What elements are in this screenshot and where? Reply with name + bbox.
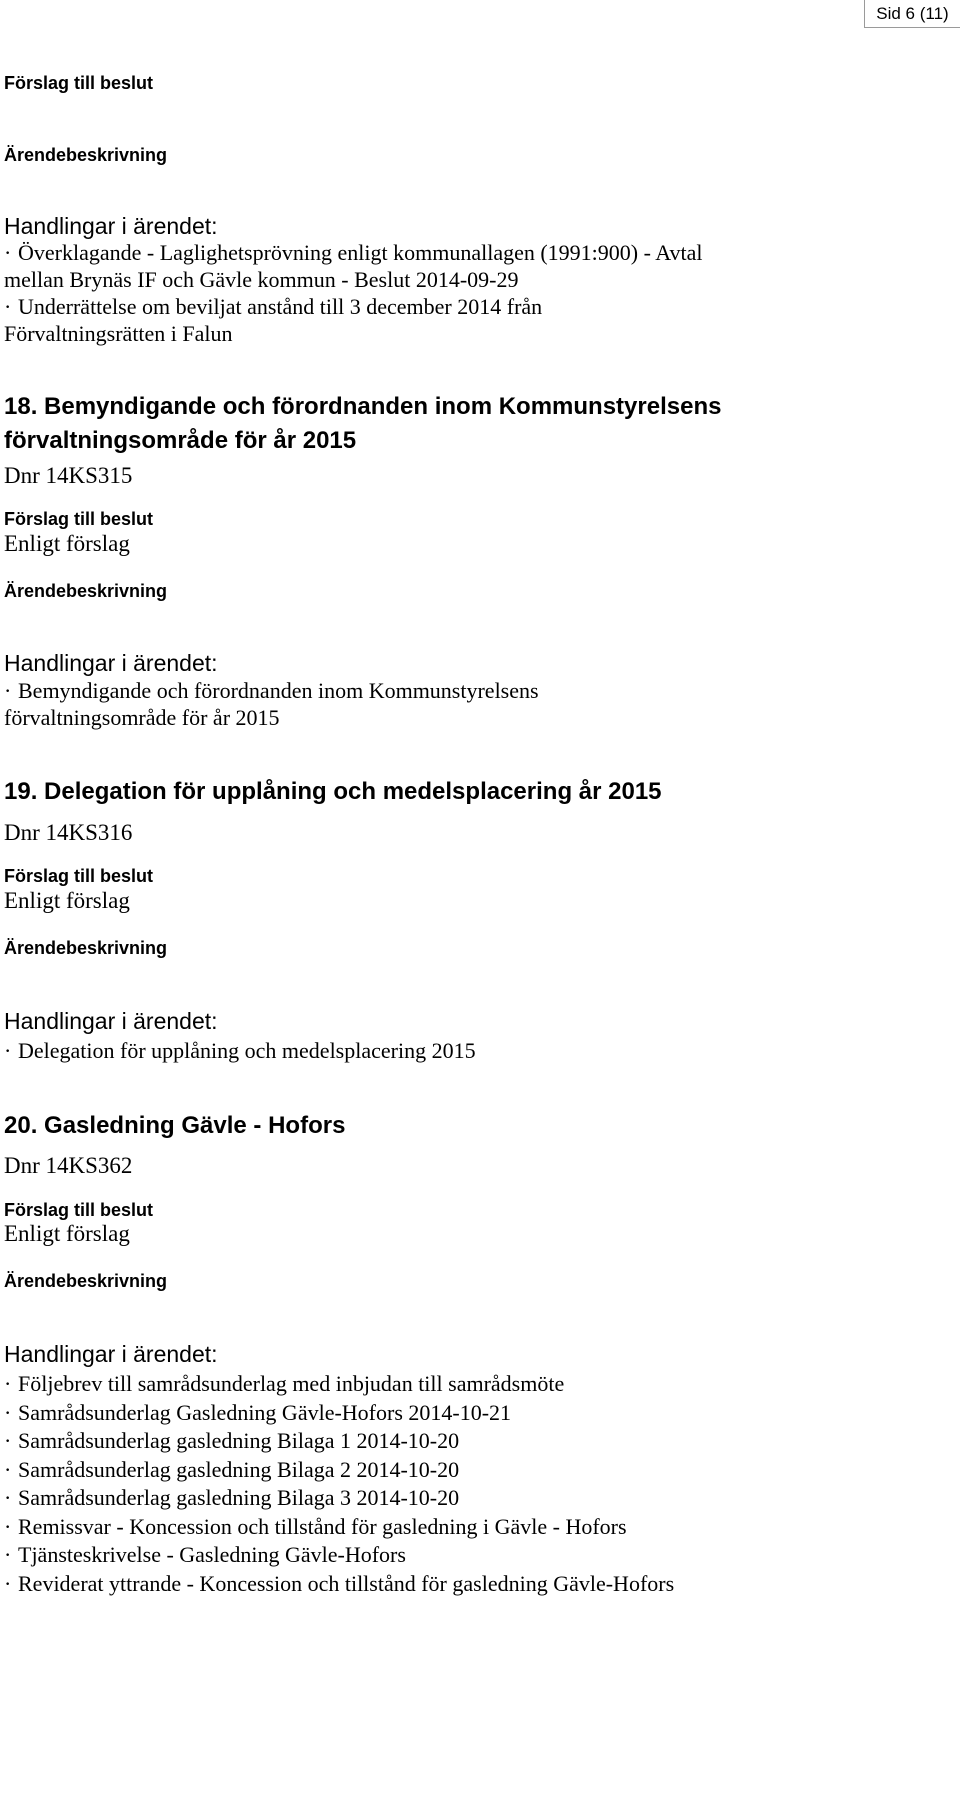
list-item [4,1484,949,1513]
document-text: Remissvar - Koncession och tillstånd för gasledning i Gävle - Hofors [18,1513,627,1539]
document-text-line2: förvaltningsområde för år 2015 [4,705,280,730]
item-20-documents-label: Handlingar i ärendet: [4,1341,218,1367]
document-text: Samrådsunderlag gasledning Bilaga 1 2014-10-20 [18,1428,460,1453]
bullet: · [4,294,12,319]
bullet: · [4,1542,12,1567]
item-20-documents-list [4,1370,949,1598]
item-20-description-label: Ärendebeskrivning [4,1271,168,1291]
list-item [4,677,949,731]
item-18-description-label: Ärendebeskrivning [4,581,168,601]
document-text: Samrådsunderlag gasledning Bilaga 2 2014-10-20 [18,1456,460,1482]
item-18-dnr: Dnr 14KS315 [4,463,133,488]
list-item [4,1037,949,1064]
list-item [4,1399,949,1428]
document-text: Samrådsunderlag Gasledning Gävle-Hofors 2014-10-21 [18,1399,512,1425]
bullet: · [4,1428,12,1453]
list-item [4,293,949,347]
bullet: · [4,240,12,265]
document-text: Samrådsunderlag gasledning Bilaga 3 2014-10-20 [18,1485,460,1510]
item-title-line1: 18. Bemyndigande och förordnanden inom Kommunstyrelsens [4,393,722,420]
bullet: · [4,1485,12,1510]
item-18-proposal-label: Förslag till beslut [4,509,154,529]
item-18-proposal: Enligt förslag [4,531,130,556]
document-text-line2: mellan Brynäs IF och Gävle kommun - Beslut 2014-09-29 [4,267,519,292]
document-text-line1: Överklagande - Laglighetsprövning enligt kommunallagen (1991:900) - Avtal [18,240,703,265]
item-19-title: 19. Delegation för upplåning och medelsplacering år 2015 [4,778,662,805]
item-20-proposal-label: Förslag till beslut [4,1200,154,1220]
list-item [4,1570,949,1599]
item-19-documents-list [4,1037,949,1064]
description-label: Ärendebeskrivning [4,145,168,165]
item-19-proposal: Enligt förslag [4,888,130,913]
document-text-line1: Underrättelse om beviljat anstånd till 3 december 2014 från [18,294,543,319]
item-19-description-label: Ärendebeskrivning [4,938,168,958]
document-text: Tjänsteskrivelse - Gasledning Gävle-Hofors [18,1542,406,1567]
list-item [4,1541,949,1570]
item-18-documents-label: Handlingar i ärendet: [4,650,218,676]
page-number: Sid 6 (11) [864,0,960,28]
documents-label: Handlingar i ärendet: [4,213,218,239]
list-item [4,1427,949,1456]
document-text: Reviderat yttrande - Koncession och tillstånd för gasledning Gävle-Hofors [18,1570,675,1596]
list-item [4,1513,949,1542]
item-title-line2: förvaltningsområde för år 2015 [4,427,357,454]
bullet: · [4,1038,12,1063]
item-19-documents-label: Handlingar i ärendet: [4,1008,218,1034]
document-text: Följebrev till samrådsunderlag med inbjudan till samrådsmöte [18,1371,565,1396]
list-item [4,1456,949,1485]
document-text-line1: Bemyndigande och förordnanden inom Kommunstyrelsens [18,678,539,703]
bullet: · [4,1399,12,1425]
item-20-dnr: Dnr 14KS362 [4,1153,133,1178]
document-text-line2: Förvaltningsrätten i Falun [4,321,233,346]
item-20-title: 20. Gasledning Gävle - Hofors [4,1112,346,1139]
bullet: · [4,1513,12,1539]
item-18-documents-list [4,677,949,731]
bullet: · [4,1371,12,1396]
item-18-title [4,390,949,458]
item-19-dnr: Dnr 14KS316 [4,820,133,845]
bullet: · [4,678,12,703]
list-item [4,239,949,293]
bullet: · [4,1570,12,1596]
bullet: · [4,1456,12,1482]
documents-list [4,239,949,347]
proposal-label: Förslag till beslut [4,73,154,93]
list-item [4,1370,949,1399]
item-19-proposal-label: Förslag till beslut [4,866,154,886]
document-text: Delegation för upplåning och medelsplacering 2015 [18,1038,476,1063]
item-20-proposal: Enligt förslag [4,1221,130,1246]
